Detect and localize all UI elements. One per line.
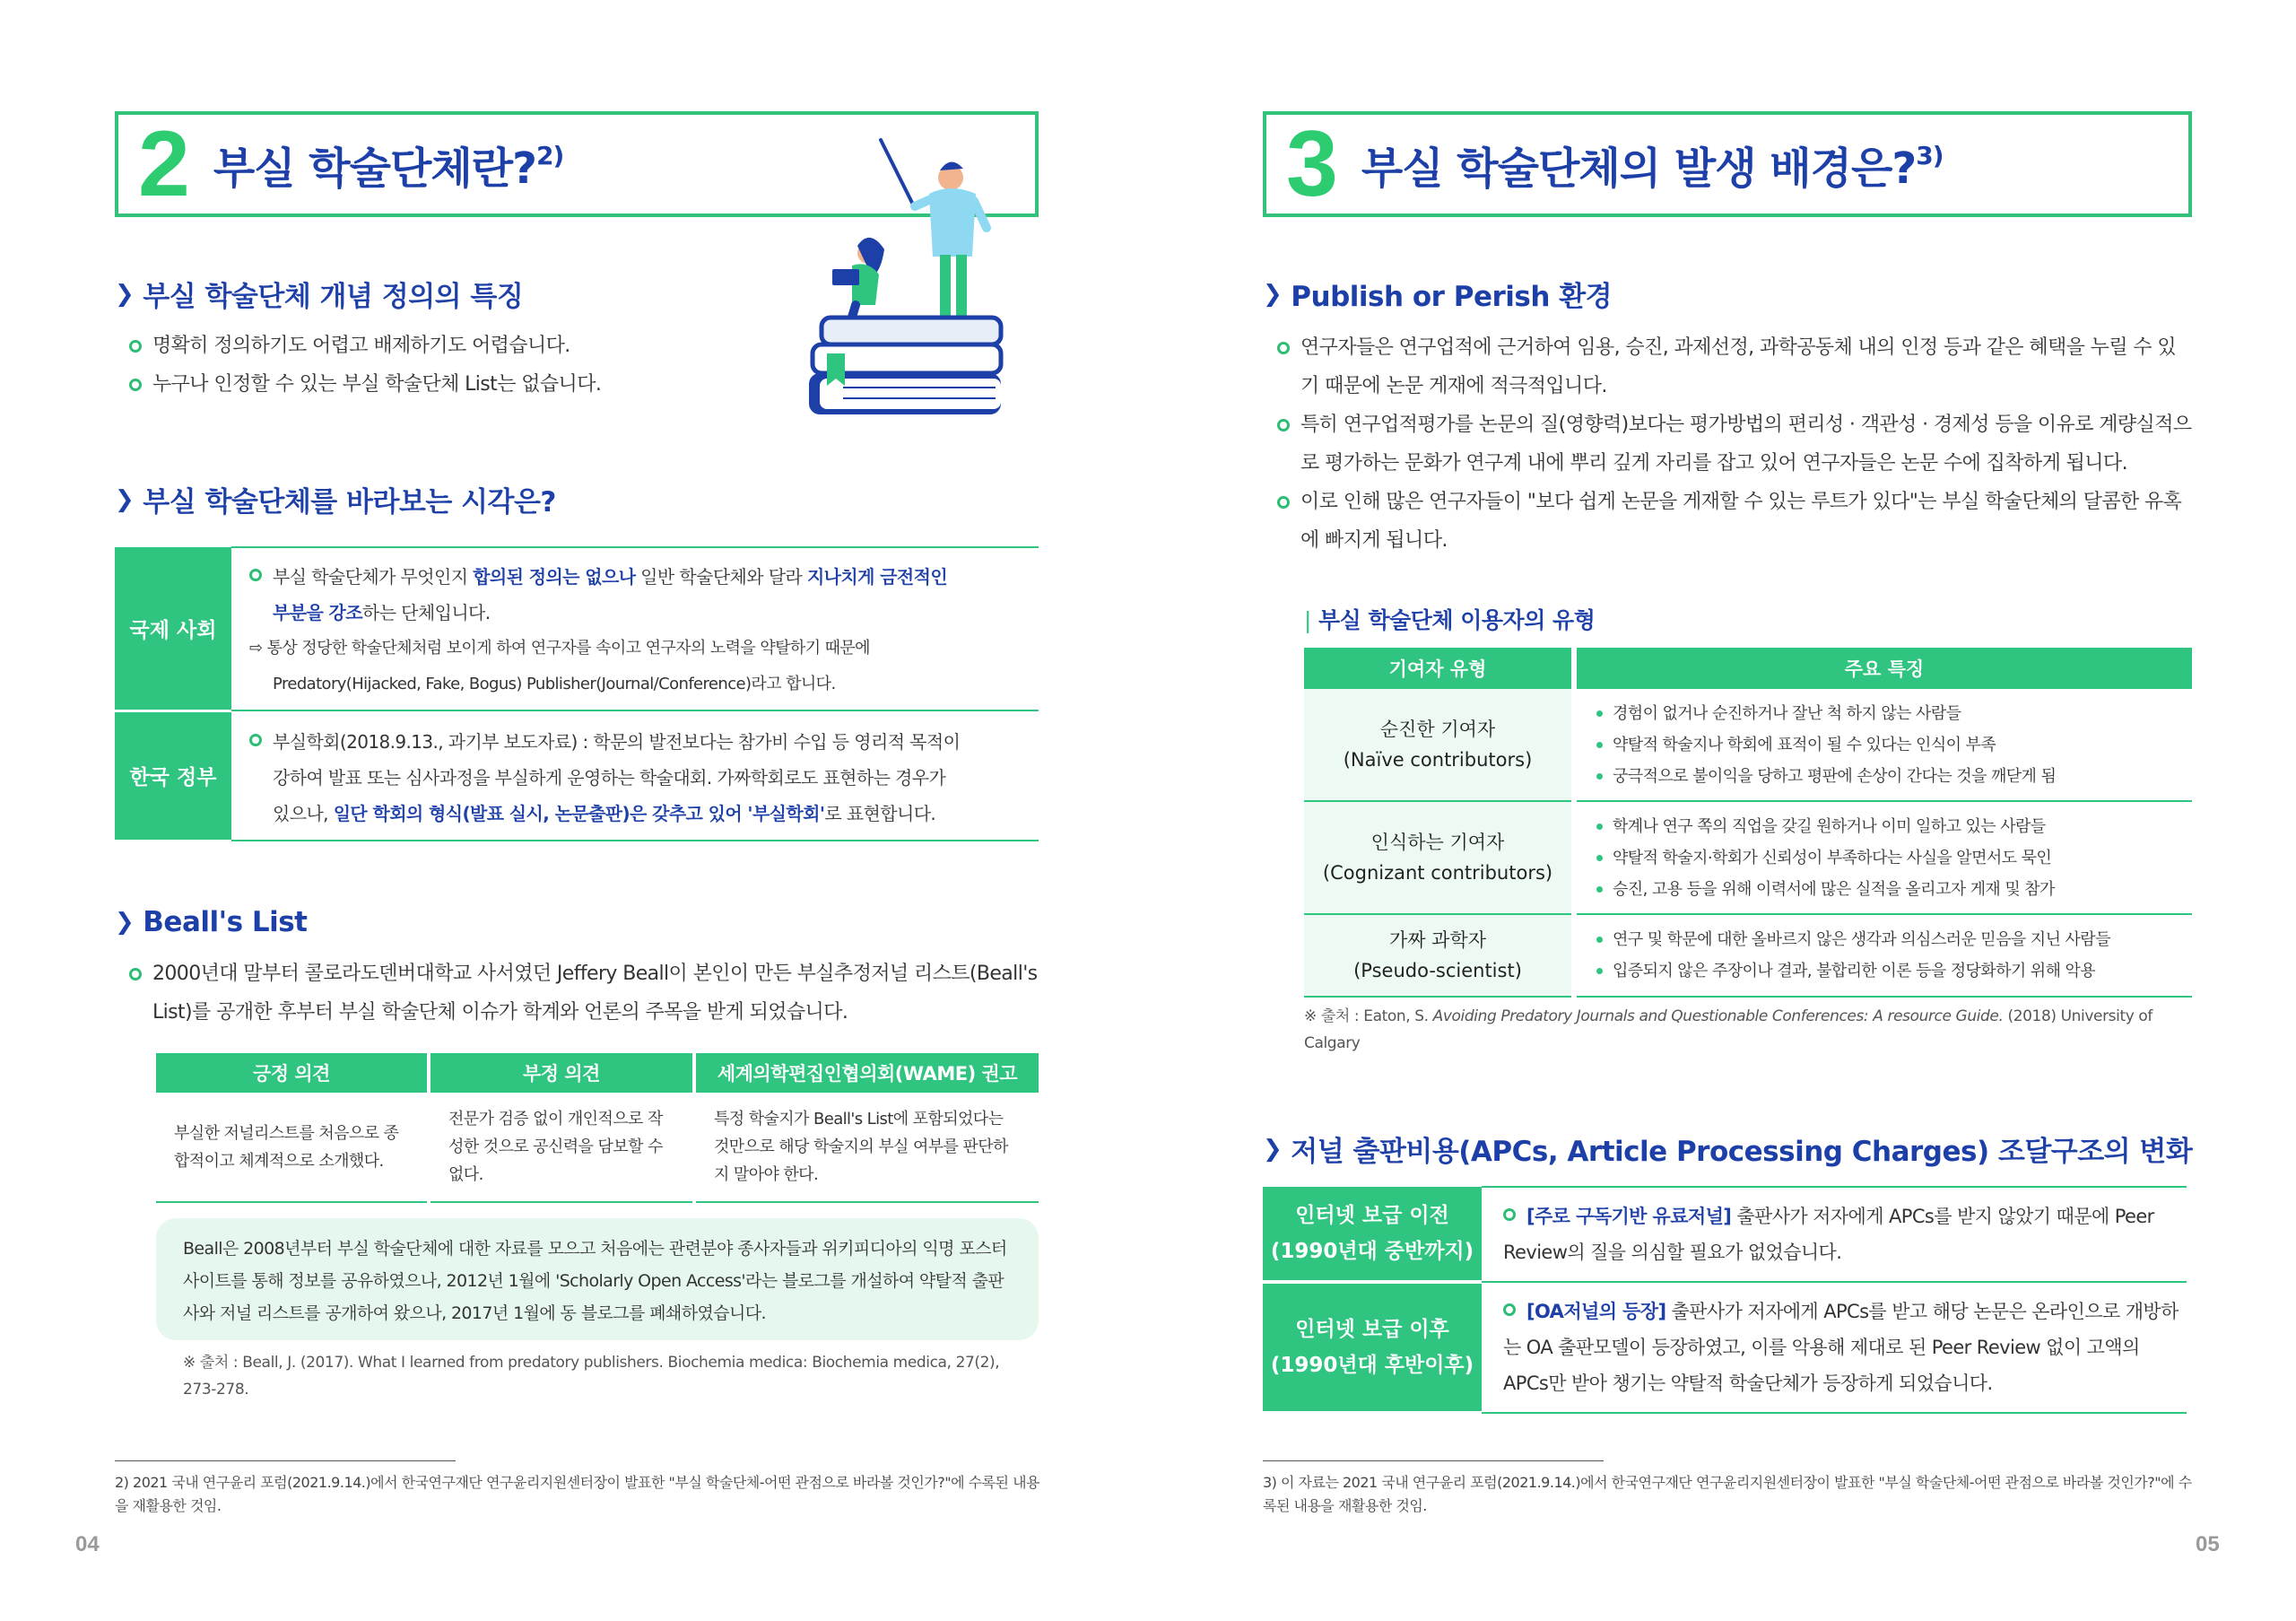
- list-item: 입증되지 않은 주장이나 결과, 불합리한 이론 등을 정당화하기 위해 악용: [1595, 955, 2174, 987]
- features-cell: [1574, 801, 2192, 914]
- page-number: 05: [2196, 1532, 2220, 1556]
- chevron-right-icon: ❯: [1263, 1135, 1283, 1163]
- section-number: 2: [138, 112, 190, 216]
- footnote: 3) 이 자료는 2021 국내 연구윤리 포럼(2021.9.14.)에서 한국연구재단 연구윤리지원센터장이 발표한 "부실 학술단체-어떤 관점으로 바라볼 것인가?"에 수록된 내용을 재활용한 것임.: [1263, 1474, 2192, 1514]
- bullet-dot-icon: [249, 569, 262, 581]
- bealls-list-bullets: [127, 954, 1040, 1032]
- list-item: 궁극적으로 불이익을 당하고 평판에 손상이 간다는 것을 깨닫게 됨: [1595, 761, 2174, 792]
- contributor-type-cell: 인식하는 기여자 (Cognizant contributors): [1304, 801, 1574, 914]
- page-number: 04: [75, 1532, 100, 1556]
- source-citation: ※ 출처 : Eaton, S. Avoiding Predatory Journals and Questionable Conferences: A resource Guide. (2018) University of Calgary: [1304, 1007, 2152, 1052]
- row-content: [OA저널의 등장] 출판사가 저자에게 APCs를 받고 해당 논문은 온라인으로 개방하는 OA 출판모델이 등장하였고, 이를 악용해 제대로 된 Peer Review 없이 고액의 APCs만 받아 챙기는 약탈적 학술단체가 등장하게 되었습니다.: [1482, 1282, 2187, 1413]
- list-item: 약탈적 학술지나 학회에 표적이 될 수 있다는 인식이 부족: [1595, 729, 2174, 761]
- column-header: 기여자 유형: [1304, 648, 1574, 689]
- chevron-right-icon: ❯: [115, 909, 135, 936]
- subsection-heading: ❯ 부실 학술단체를 바라보는 시각은?: [115, 485, 556, 519]
- table-cell: 특정 학술지가 Beall's List에 포함되었다는 것만으로 해당 학술지의 부실 여부를 판단하지 말아야 한다.: [694, 1093, 1039, 1202]
- table-cell: 부실한 저널리스트를 처음으로 종합적이고 체계적으로 소개했다.: [156, 1093, 429, 1202]
- list-item: 경험이 없거나 순진하거나 잘난 척 하지 않는 사람들: [1595, 698, 2174, 729]
- list-item: 약탈적 학술지·학회가 신뢰성이 부족하다는 사실을 알면서도 묵인: [1595, 842, 2174, 874]
- apc-structure-table: [1263, 1186, 2187, 1415]
- chevron-right-icon: ❯: [115, 280, 135, 308]
- list-item: 연구 및 학문에 대한 올바르지 않은 생각과 의심스러운 믿음을 지닌 사람들: [1595, 924, 2174, 955]
- list-item: 이로 인해 많은 연구자들이 "보다 쉽게 논문을 게재할 수 있는 루트가 있다"는 부실 학술단체의 달콤한 유혹에 빠지게 됩니다.: [1275, 483, 2194, 560]
- perspectives-table: [115, 546, 1039, 842]
- source-citation: ※ 출처 : Beall, J. (2017). What I learned from predatory publishers. Biochemia medica: Biochemia medica, 27(2), 273-278.: [183, 1354, 1000, 1399]
- table-row: [115, 547, 1039, 710]
- subsection-heading: ❯ 부실 학술단체 개념 정의의 특징: [115, 280, 524, 313]
- table-row: [1263, 1187, 2187, 1282]
- column-header: 긍정 의견: [156, 1053, 429, 1093]
- contributor-type-cell: 순진한 기여자 (Naïve contributors): [1304, 689, 1574, 801]
- row-label: 한국 정부: [115, 710, 231, 841]
- table-row: [115, 710, 1039, 841]
- column-header: 부정 의견: [429, 1053, 694, 1093]
- footnote: 2) 2021 국내 연구윤리 포럼(2021.9.14.)에서 한국연구재단 연구윤리지원센터장이 발표한 "부실 학술단체-어떤 관점으로 바라볼 것인가?"에 수록된 내용을 재활용한 것임.: [115, 1474, 1039, 1514]
- contributor-type-cell: 가짜 과학자 (Pseudo-scientist): [1304, 914, 1574, 997]
- row-content: [주로 구독기반 유료저널] 출판사가 저자에게 APCs를 받지 않았기 때문에 Peer Review의 질을 의심할 필요가 없었습니다.: [1482, 1187, 2187, 1282]
- chevron-right-icon: ❯: [115, 485, 135, 513]
- column-header: 주요 특징: [1574, 648, 2192, 689]
- row-content: 부실 학술단체가 무엇인지 합의된 정의는 없으나 일반 학술단체와 달라 지나치게 금전적인 부분을 강조하는 단체입니다. ⇨ 통상 정당한 학술단체처럼 보이게 하여 연구자를 속이고 연구자의 노력을 약탈하기 때문에 Predatory(Hijacked, Fake, Bogus) Publisher(Journal/Conference)라고 합니다.: [231, 547, 1039, 710]
- right-page: [1148, 0, 2296, 1621]
- section-title-box: [1263, 111, 2192, 217]
- row-label: 인터넷 보급 이전 (1990년대 중반까지): [1263, 1187, 1482, 1282]
- table-row: [1304, 914, 2192, 997]
- table-cell: 전문가 검증 없이 개인적으로 작성한 것으로 공신력을 담보할 수 없다.: [429, 1093, 694, 1202]
- footnote-divider: [1263, 1460, 1604, 1461]
- table-row: [1263, 1282, 2187, 1413]
- table-header-row: [1304, 648, 2192, 689]
- list-item: 학계나 연구 쪽의 직업을 갖길 원하거나 이미 일하고 있는 사람들: [1595, 811, 2174, 842]
- section-title: 부실 학술단체의 발생 배경은?$^{3)}$: [1361, 140, 1944, 194]
- section-number: 3: [1286, 112, 1338, 216]
- list-item: 누구나 인정할 수 있는 부실 학술단체 List는 없습니다.: [127, 365, 845, 404]
- opinion-table: [156, 1053, 1039, 1203]
- bullet-dot-icon: [249, 734, 262, 746]
- row-label: 인터넷 보급 이후 (1990년대 후반이후): [1263, 1282, 1482, 1413]
- subsection-heading: ❯ 저널 출판비용(APCs, Article Processing Charges) 조달구조의 변화: [1263, 1135, 2193, 1168]
- table-row: [1304, 689, 2192, 801]
- footnote-divider: [115, 1460, 456, 1461]
- features-cell: [1574, 914, 2192, 997]
- table-header-row: [156, 1053, 1039, 1093]
- subsection-heading: ❯ Publish or Perish 환경: [1263, 280, 1613, 313]
- contributor-types-table: [1304, 648, 2192, 998]
- info-note-box: Beall은 2008년부터 부실 학술단체에 대한 자료를 모으고 처음에는 관련분야 종사자들과 위키피디아의 익명 포스터 사이트를 통해 정보를 공유하였으나, 2012년 1월에 'Scholarly Open Access'라는 블로그를 개설하여 약탈적 출판사와 저널 리스트를 공개하여 왔으나, 2017년 1월에 동 블로그를 폐쇄하였습니다.: [156, 1218, 1039, 1340]
- column-header: 세계의학편집인협의회(WAME) 권고: [694, 1053, 1039, 1093]
- subsection-heading: ❯ Beall's List: [115, 906, 308, 938]
- table-row: [1304, 801, 2192, 914]
- table-caption: | 부실 학술단체 이용자의 유형: [1304, 607, 1596, 633]
- list-item: 특히 연구업적평가를 논문의 질(영향력)보다는 평가방법의 편리성 · 객관성 · 경제성 등을 이유로 계량실적으로 평가하는 문화가 연구계 내에 뿌리 깊게 자리를 잡고 있어 연구자들은 논문 수에 집착하게 됩니다.: [1275, 405, 2194, 483]
- bullet-dot-icon: [1503, 1303, 1516, 1316]
- list-item: 2000년대 말부터 콜로라도덴버대학교 사서였던 Jeffery Beall이 본인이 만든 부실추정저널 리스트(Beall's List)를 공개한 후부터 부실 학술단체 이슈가 학계와 언론의 주목을 받게 되었습니다.: [127, 954, 1040, 1032]
- section-title: 부실 학술단체란?$^{2)}$: [213, 140, 564, 194]
- definition-bullets: [127, 327, 845, 404]
- chevron-right-icon: ❯: [1263, 280, 1283, 308]
- list-item: 연구자들은 연구업적에 근거하여 임용, 승진, 과제선정, 과학공동체 내의 인정 등과 같은 혜택을 누릴 수 있기 때문에 논문 게재에 적극적입니다.: [1275, 328, 2194, 405]
- list-item: 승진, 고용 등을 위해 이력서에 많은 실적을 올리고자 게재 및 참가: [1595, 874, 2174, 905]
- row-content: 부실학회(2018.9.13., 과기부 보도자료) : 학문의 발전보다는 참가비 수입 등 영리적 목적이 강하여 발표 또는 심사과정을 부실하게 운영하는 학술대회. 가짜학회로도 표현하는 경우가 있으나, 일단 학회의 형식(발표 실시, 논문출판)은 갖추고 있어 '부실학회'로 표현합니다.: [231, 710, 1039, 841]
- bullet-dot-icon: [1503, 1208, 1516, 1221]
- table-row: [156, 1093, 1039, 1202]
- row-label: 국제 사회: [115, 547, 231, 710]
- features-cell: [1574, 689, 2192, 801]
- publish-perish-bullets: [1275, 328, 2194, 560]
- list-item: 명확히 정의하기도 어렵고 배제하기도 어렵습니다.: [127, 327, 845, 365]
